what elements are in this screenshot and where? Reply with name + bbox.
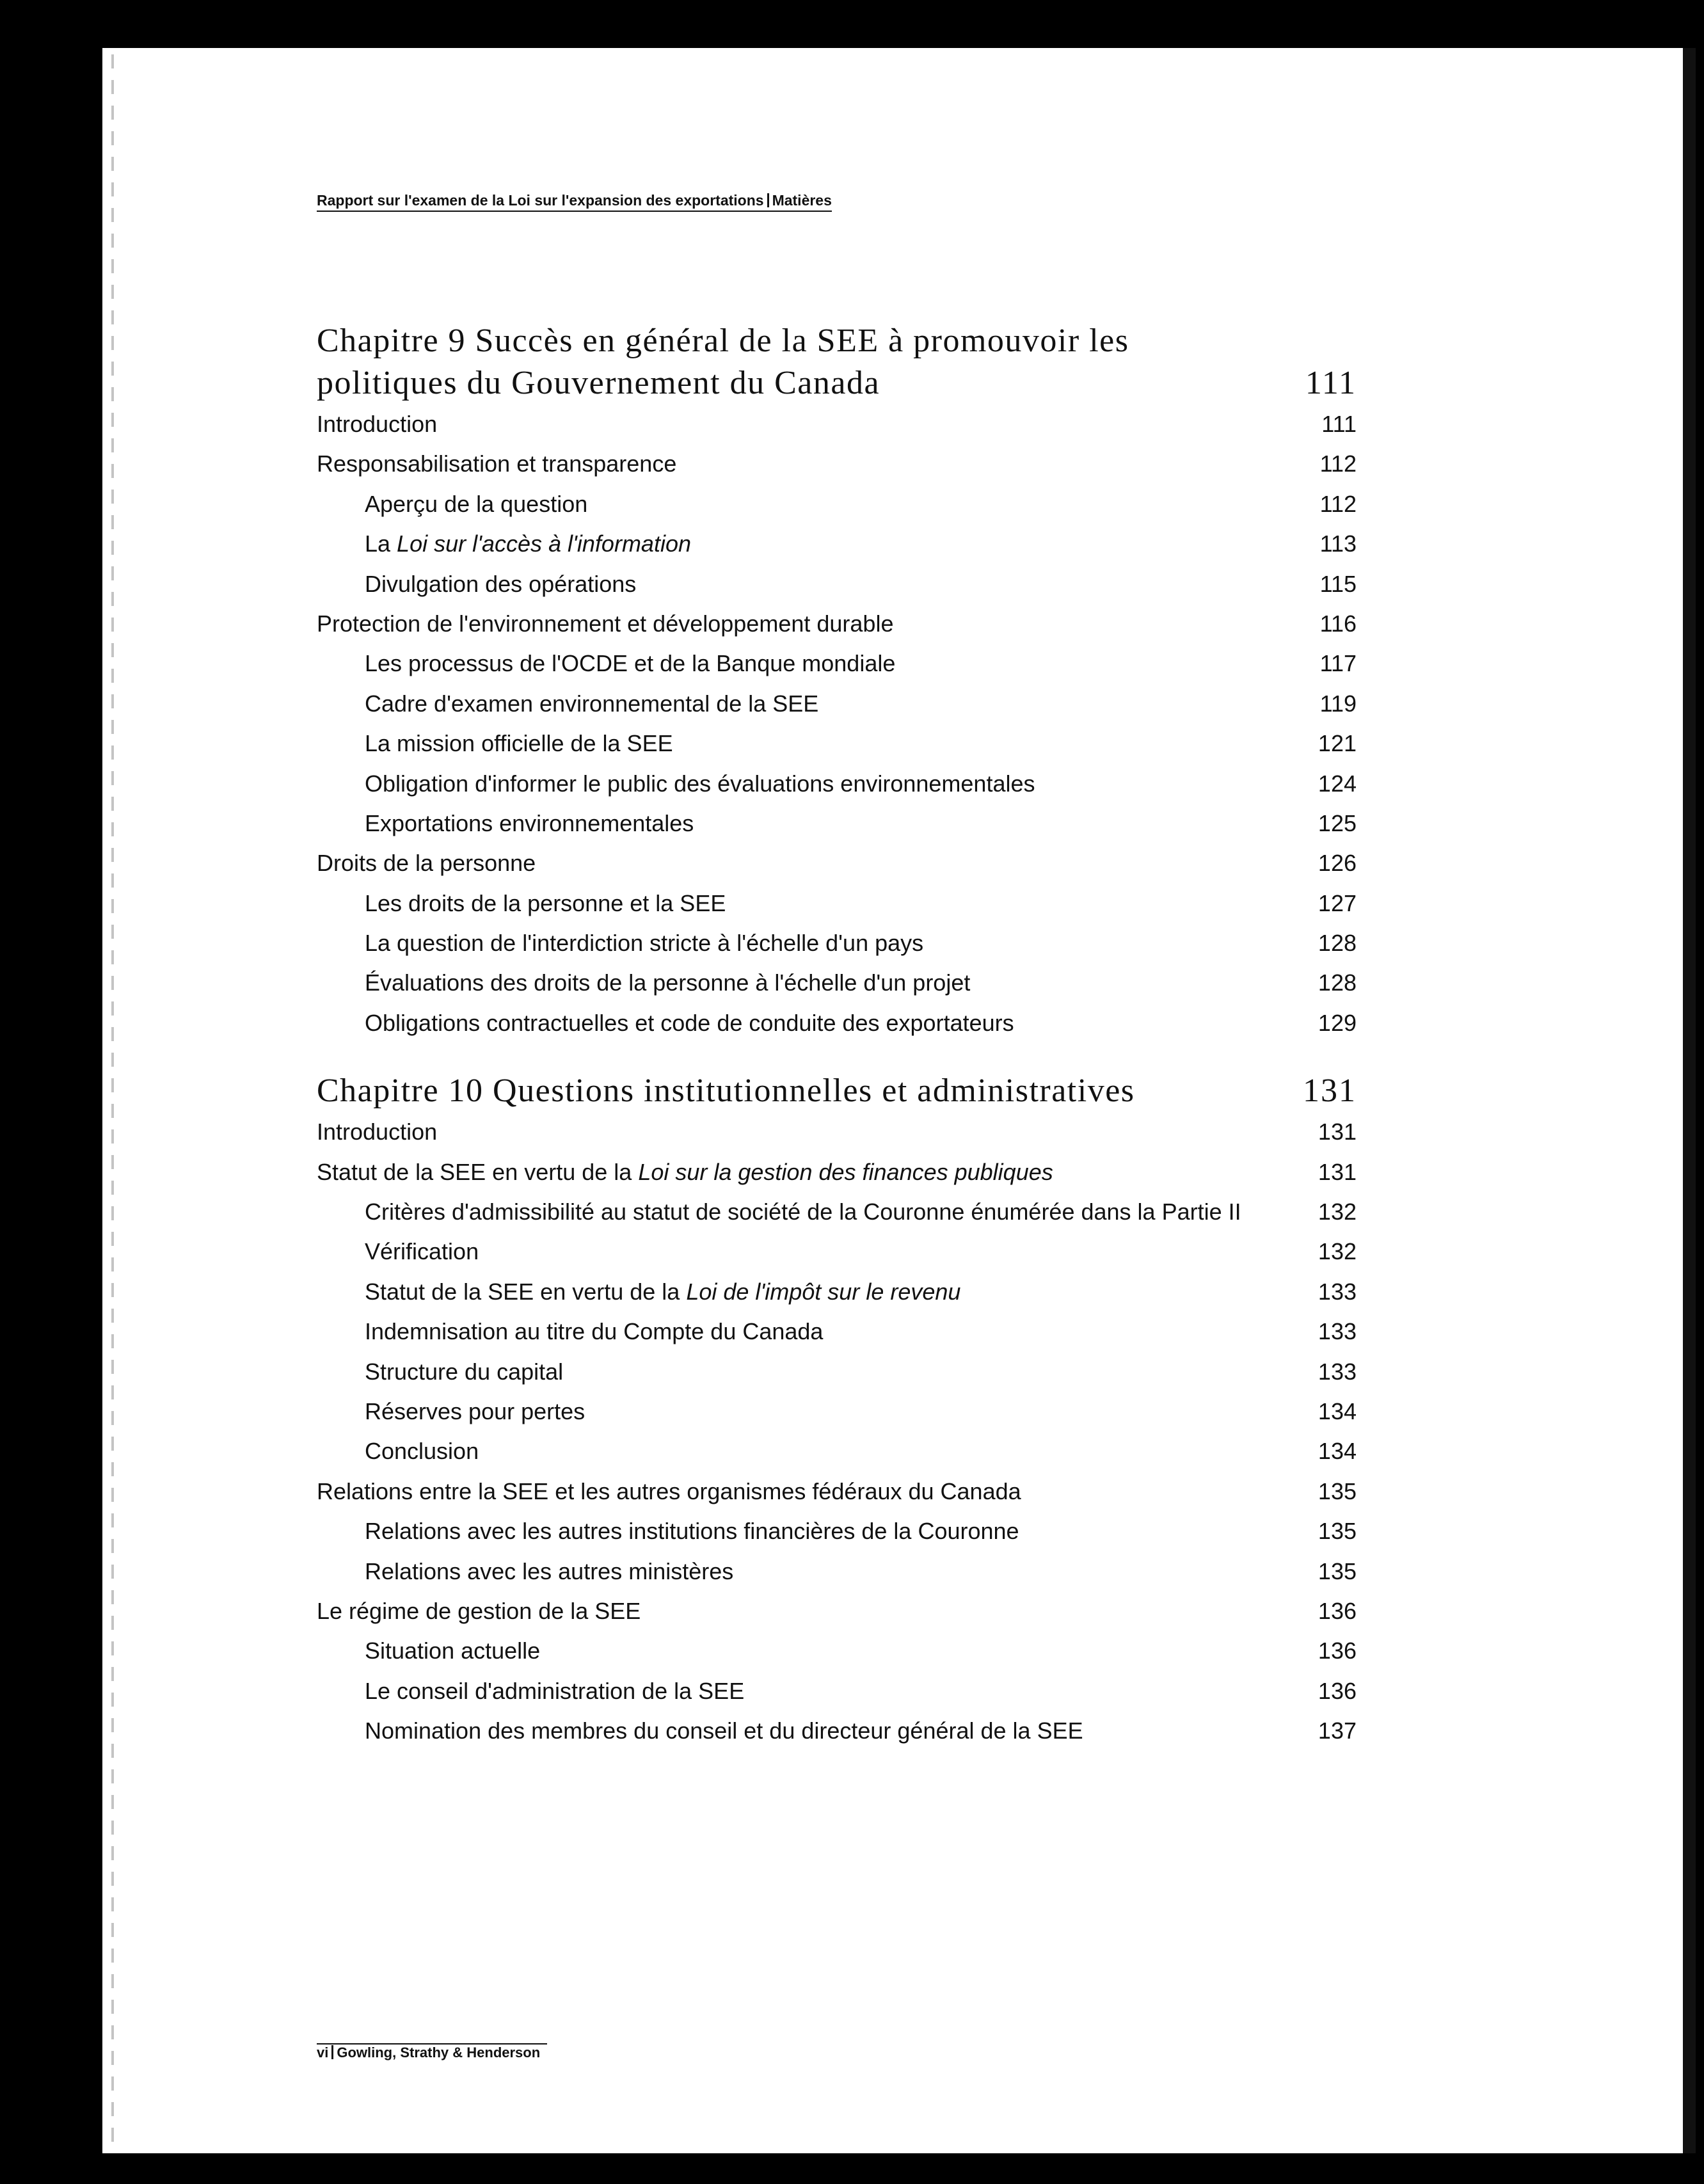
chapter-page-number: 131 xyxy=(1303,1072,1357,1110)
entry-page-number: 113 xyxy=(1319,530,1357,557)
toc-subentry xyxy=(317,1232,1357,1271)
footer-page-number: vi xyxy=(317,2045,329,2060)
toc-subentry xyxy=(317,1631,1357,1671)
toc-entry xyxy=(317,404,1357,444)
toc-subentry xyxy=(317,804,1357,843)
entry-title: Responsabilisation et transparence xyxy=(317,450,677,477)
entry-page-number: 134 xyxy=(1318,1438,1357,1465)
entry-title: Les droits de la personne et la SEE xyxy=(365,889,726,916)
page-footer xyxy=(317,2045,540,2061)
toc-subentry xyxy=(317,963,1357,1003)
entry-page-number: 135 xyxy=(1318,1558,1357,1584)
toc-subentry xyxy=(317,1272,1357,1312)
entry-page-number: 135 xyxy=(1318,1478,1357,1504)
entry-title: Les processus de l'OCDE et de la Banque mondiale xyxy=(365,650,896,677)
toc-subentry xyxy=(317,1431,1357,1471)
entry-page-number: 131 xyxy=(1318,1158,1357,1185)
entry-title-italic: Loi sur la gestion des finances publiques xyxy=(638,1158,1053,1185)
toc-subentry xyxy=(317,1003,1357,1043)
toc-subentry xyxy=(317,1352,1357,1392)
chapter-title: Chapitre 9 Succès en général de la SEE à promouvoir les politiques du Gouvernement du Canada xyxy=(317,323,1129,401)
toc-subentry xyxy=(317,1671,1357,1711)
footer-author: Gowling, Strathy & Henderson xyxy=(337,2045,541,2060)
footer-separator xyxy=(331,2045,333,2059)
entry-page-number: 134 xyxy=(1318,1398,1357,1424)
toc-subentry xyxy=(317,1192,1357,1232)
entry-page-number: 126 xyxy=(1318,850,1357,877)
header-separator xyxy=(767,193,769,207)
scan-bottom-band xyxy=(0,2153,1704,2184)
toc-entry xyxy=(317,444,1357,484)
entry-title: Introduction xyxy=(317,411,438,437)
toc-subentry xyxy=(317,1392,1357,1431)
toc-subentry xyxy=(317,884,1357,923)
entry-title: Le régime de gestion de la SEE xyxy=(317,1597,641,1624)
entry-title-italic: Loi de l'impôt sur le revenu xyxy=(686,1278,961,1305)
entry-page-number: 119 xyxy=(1319,690,1357,717)
scan-right-edge xyxy=(1683,48,1696,2153)
entry-title: La mission officielle de la SEE xyxy=(365,730,673,757)
entry-title: Divulgation des opérations xyxy=(365,570,637,597)
entry-title: Protection de l'environnement et développement durable xyxy=(317,610,894,637)
entry-page-number: 132 xyxy=(1318,1199,1357,1225)
entry-title: Situation actuelle xyxy=(365,1638,541,1664)
entry-page-number: 131 xyxy=(1318,1119,1357,1145)
entry-page-number: 137 xyxy=(1318,1718,1357,1744)
entry-page-number: 136 xyxy=(1318,1677,1357,1704)
entry-title: Obligation d'informer le public des évaluations environnementales xyxy=(365,770,1035,797)
entry-page-number: 133 xyxy=(1318,1278,1357,1305)
entry-title: Aperçu de la question xyxy=(365,490,588,517)
entry-page-number: 125 xyxy=(1318,809,1357,836)
entry-title: Relations avec les autres ministères xyxy=(365,1558,734,1584)
toc-subentry xyxy=(317,524,1357,564)
entry-title: Structure du capital xyxy=(365,1358,564,1385)
entry-page-number: 112 xyxy=(1319,450,1357,477)
entry-page-number: 127 xyxy=(1318,889,1357,916)
entry-page-number: 136 xyxy=(1318,1597,1357,1624)
toc-entry xyxy=(317,1591,1357,1631)
toc-subentry xyxy=(317,1711,1357,1751)
entry-page-number: 117 xyxy=(1319,650,1357,677)
chapter-heading xyxy=(317,320,1357,404)
entry-title: Obligations contractuelles et code de conduite des exportateurs xyxy=(365,1009,1014,1036)
entry-title: Vérification xyxy=(365,1238,479,1265)
entry-title: Statut de la SEE en vertu de la xyxy=(317,1158,639,1185)
chapter-gap xyxy=(317,1043,1357,1070)
entry-page-number: 133 xyxy=(1318,1318,1357,1345)
entry-title: Exportations environnementales xyxy=(365,809,694,836)
toc-subentry xyxy=(317,1511,1357,1551)
chapter-heading xyxy=(317,1070,1357,1112)
entry-title: Indemnisation au titre du Compte du Canada xyxy=(365,1318,824,1345)
toc-entry xyxy=(317,843,1357,883)
toc-subentry xyxy=(317,564,1357,604)
entry-page-number: 124 xyxy=(1318,770,1357,797)
toc-subentry xyxy=(317,484,1357,524)
entry-title: Droits de la personne xyxy=(317,850,536,877)
toc-entry xyxy=(317,1112,1357,1152)
entry-page-number: 128 xyxy=(1318,969,1357,996)
entry-page-number: 135 xyxy=(1318,1518,1357,1545)
chapter-page-number: 111 xyxy=(1305,365,1357,401)
entry-page-number: 115 xyxy=(1319,570,1357,597)
entry-title: Statut de la SEE en vertu de la xyxy=(365,1278,687,1305)
toc-subentry xyxy=(317,764,1357,804)
toc-subentry xyxy=(317,1552,1357,1591)
running-header-title: Rapport sur l'examen de la Loi sur l'expansion des exportations xyxy=(317,192,764,209)
running-header-section: Matières xyxy=(772,192,832,209)
toc-entry xyxy=(317,604,1357,644)
entry-title: Évaluations des droits de la personne à l'échelle d'un projet xyxy=(365,969,971,996)
running-header xyxy=(317,192,832,212)
entry-page-number: 136 xyxy=(1318,1638,1357,1664)
entry-title: Nomination des membres du conseil et du directeur général de la SEE xyxy=(365,1718,1083,1744)
entry-title: Le conseil d'administration de la SEE xyxy=(365,1677,745,1704)
entry-title: Cadre d'examen environnemental de la SEE xyxy=(365,690,819,717)
entry-page-number: 112 xyxy=(1319,490,1357,517)
entry-title: La question de l'interdiction stricte à l'échelle d'un pays xyxy=(365,930,924,957)
toc-subentry xyxy=(317,684,1357,724)
entry-title: Introduction xyxy=(317,1119,438,1145)
entry-title: Conclusion xyxy=(365,1438,479,1465)
entry-page-number: 129 xyxy=(1318,1009,1357,1036)
toc-entry xyxy=(317,1472,1357,1511)
entry-title: Réserves pour pertes xyxy=(365,1398,585,1424)
toc-subentry xyxy=(317,644,1357,683)
entry-title: La xyxy=(365,530,397,557)
toc-subentry xyxy=(317,923,1357,963)
entry-page-number: 128 xyxy=(1318,930,1357,957)
toc-entry xyxy=(317,1152,1357,1192)
entry-page-number: 111 xyxy=(1321,411,1357,437)
toc-subentry xyxy=(317,1312,1357,1351)
entry-title: Relations avec les autres institutions financières de la Couronne xyxy=(365,1518,1019,1545)
entry-title: Relations entre la SEE et les autres organismes fédéraux du Canada xyxy=(317,1478,1021,1504)
entry-page-number: 121 xyxy=(1318,730,1357,757)
entry-page-number: 132 xyxy=(1318,1238,1357,1265)
toc-subentry xyxy=(317,724,1357,763)
scan-binding-edge xyxy=(111,54,114,2147)
table-of-contents xyxy=(317,320,1357,1751)
entry-page-number: 116 xyxy=(1319,610,1357,637)
entry-page-number: 133 xyxy=(1318,1358,1357,1385)
chapter-title: Chapitre 10 Questions institutionnelles et administratives xyxy=(317,1072,1135,1110)
entry-title-italic: Loi sur l'accès à l'information xyxy=(397,530,691,557)
entry-title: Critères d'admissibilité au statut de société de la Couronne énumérée dans la Partie II xyxy=(365,1199,1241,1225)
